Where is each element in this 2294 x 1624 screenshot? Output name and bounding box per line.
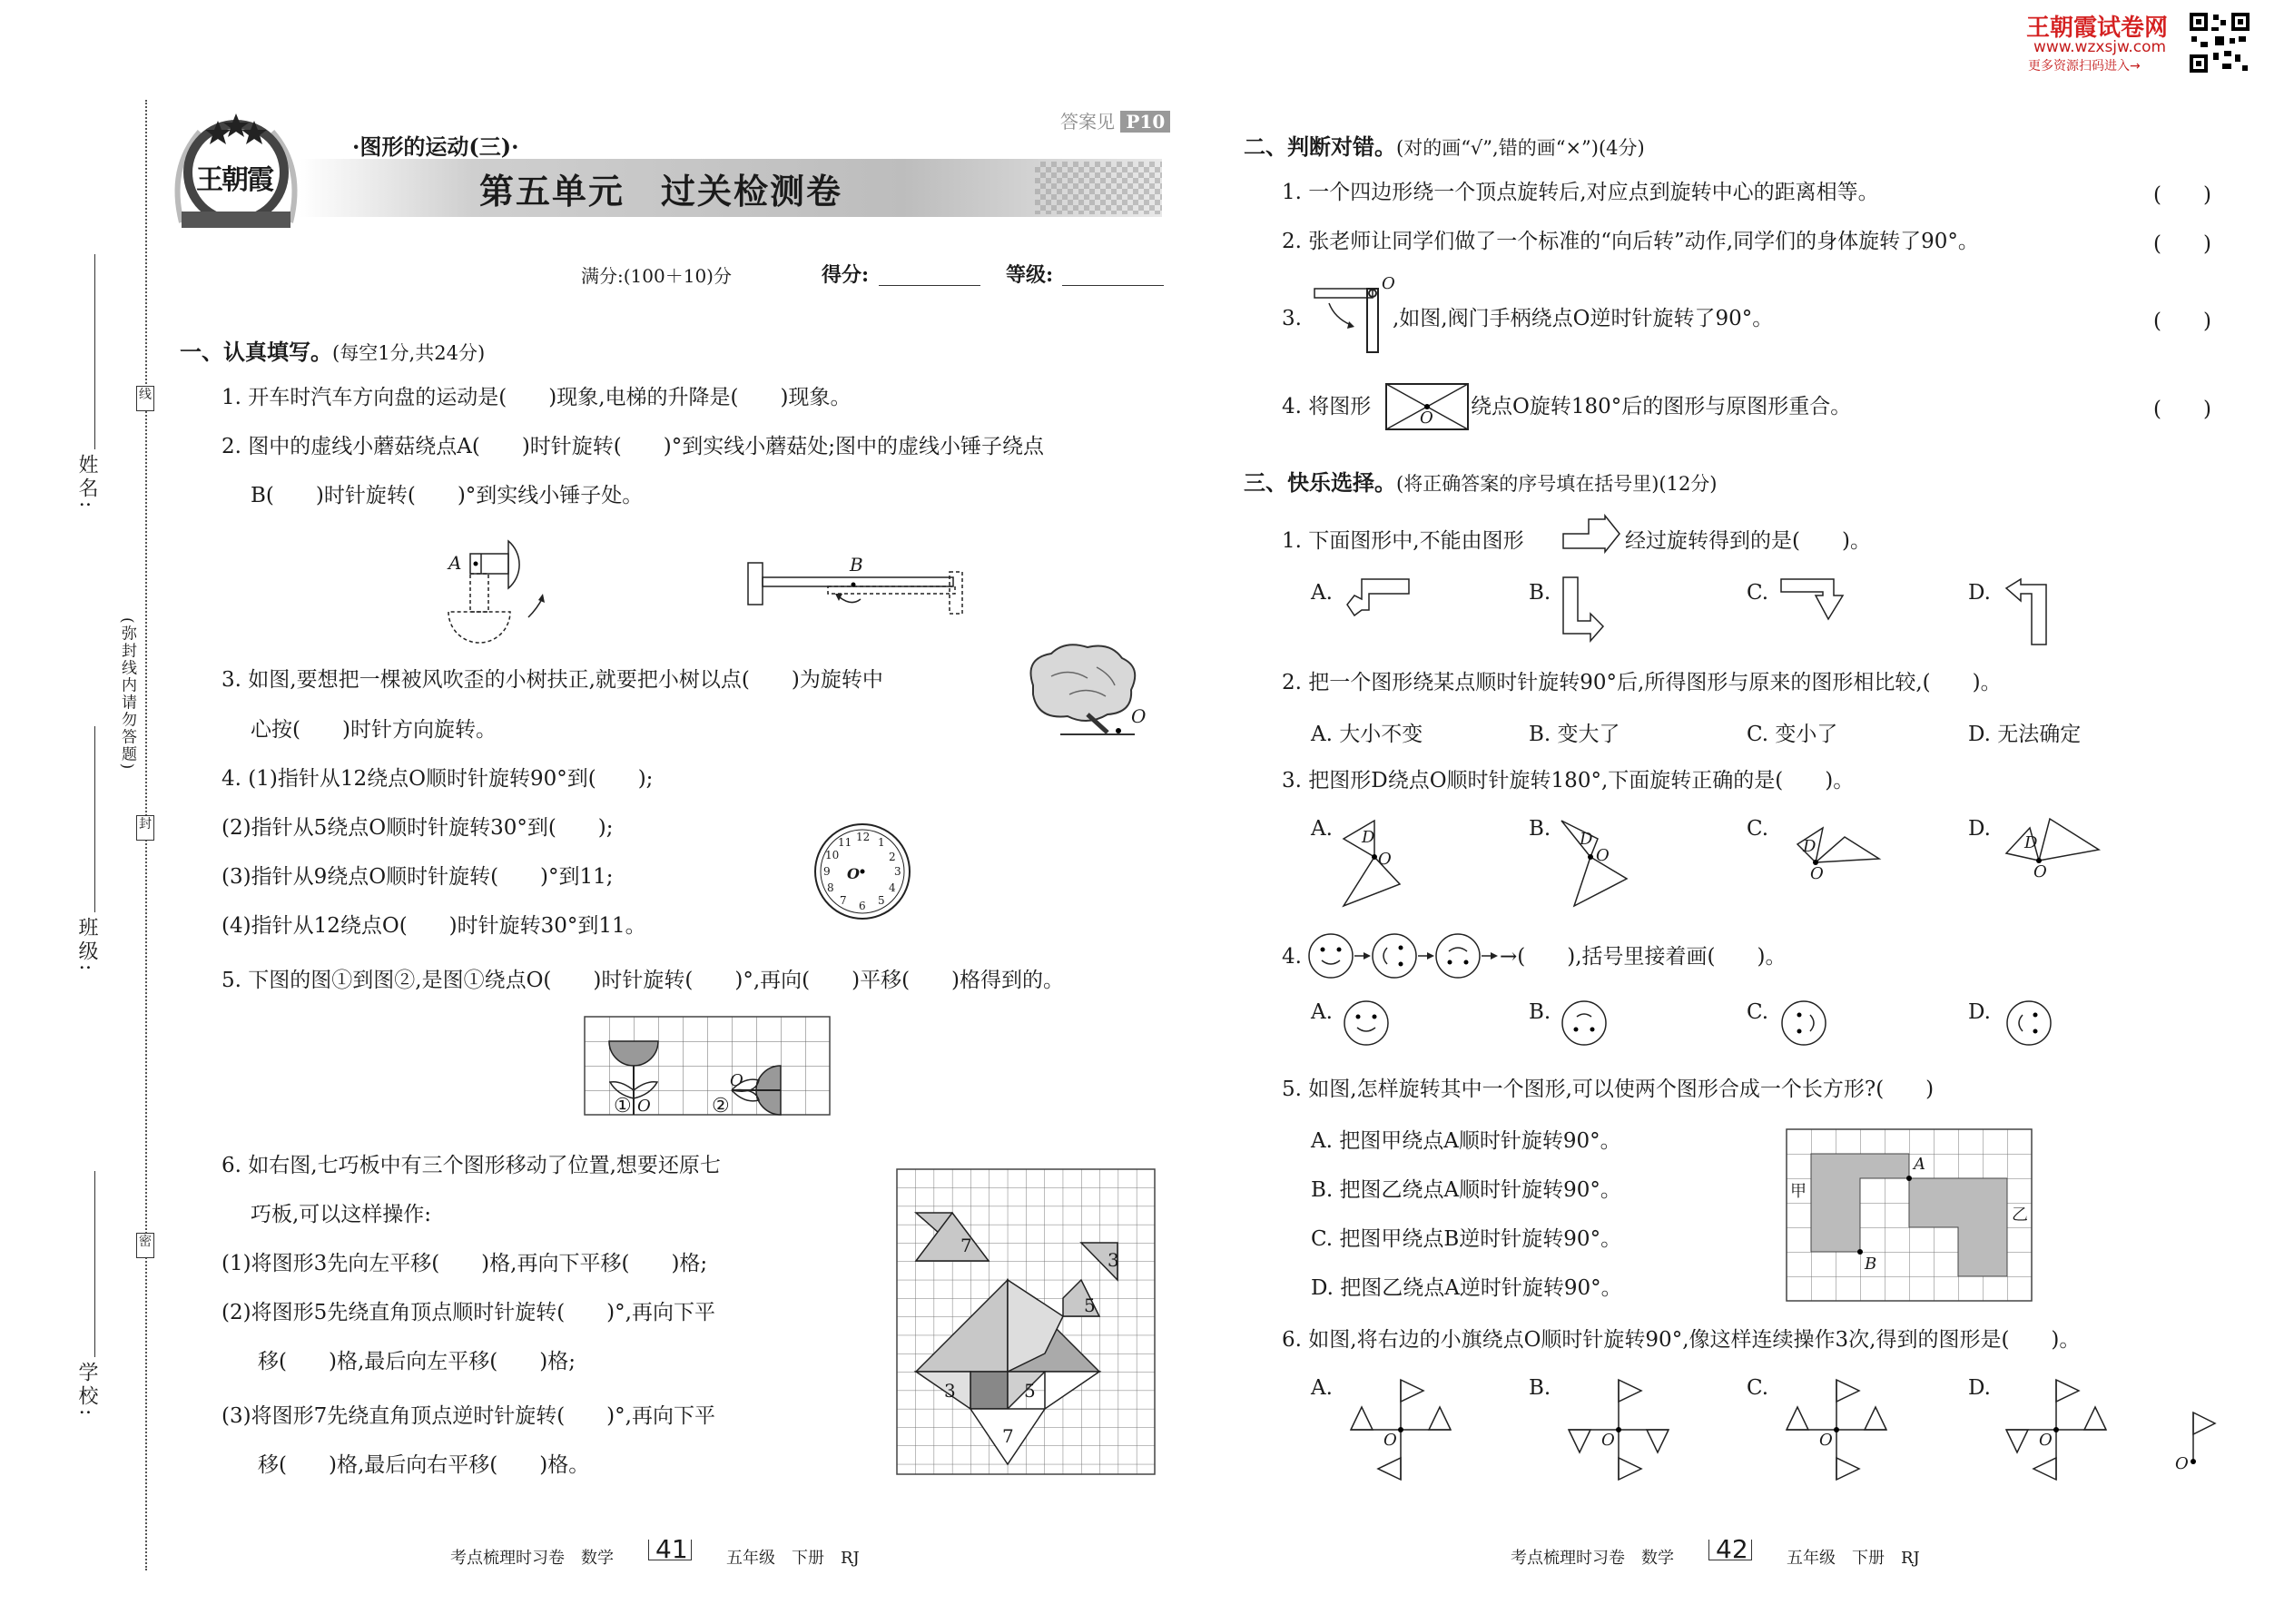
s3-q6-a-label-o: O: [1383, 1431, 1397, 1450]
q5-label-yi: 乙: [2012, 1206, 2028, 1225]
s3-q3-shape-b[interactable]: [1558, 817, 1630, 908]
s3-q6-option-b[interactable]: B.: [1529, 1376, 1551, 1400]
s3-q6: 6. 如图,将右边的小旗绕点O顺时针旋转90°,像这样连续操作3次,得到的图形是( )。: [1282, 1328, 2081, 1352]
answer-page-badge: P10: [1120, 111, 1170, 133]
brand-name: 王朝霞试卷网: [2026, 15, 2169, 42]
s3-q3-b-label-d: D: [1580, 830, 1593, 849]
s3-q6-b-label-o: O: [1601, 1431, 1615, 1450]
s3-q1-shape-b[interactable]: [1561, 576, 1607, 645]
s1-q2-line1: 2. 图中的虚线小蘑菇绕点A( )时针旋转( )°到实线小蘑菇处;图中的虚线小锤子绕点: [222, 435, 1045, 458]
q5-o-label-1: O: [637, 1097, 651, 1116]
s3-q6-shape-d[interactable]: [1997, 1371, 2115, 1489]
s3-q5-option-c[interactable]: C. 把图甲绕点B逆时针旋转90°。: [1311, 1227, 1622, 1251]
rect-x-figure: [1385, 383, 1469, 430]
left-footer-text: 考点梳理时习卷 数学: [450, 1549, 614, 1568]
s1-q6-3-line1: (3)将图形7先绕直角顶点逆时针旋转( )°,再向下平: [222, 1404, 715, 1428]
s1-q1: 1. 开车时汽车方向盘的运动是( )现象,电梯的升降是( )现象。: [222, 386, 852, 409]
hammer-figure: [744, 554, 971, 617]
s1-q3-line2: 心按( )时针方向旋转。: [251, 718, 497, 742]
s3-q4-option-d[interactable]: D.: [1968, 1000, 1991, 1024]
s1-q6-2-line2: 移( )格,最后向左平移( )格;: [258, 1350, 576, 1373]
s3-q3-option-c[interactable]: C.: [1747, 817, 1769, 841]
s1-q2-line2: B( )时针旋转( )°到实线小锤子处。: [251, 484, 644, 507]
s3-q4-option-c[interactable]: C.: [1747, 1000, 1769, 1024]
tangram-figure: [897, 1169, 1155, 1474]
clock-number-9: 9: [823, 865, 831, 878]
s1-q6-3-line2: 移( )格,最后向右平移( )格。: [258, 1453, 590, 1477]
tangram-label-5-top: 5: [1084, 1294, 1096, 1316]
tangram-label-5-bottom: 5: [1024, 1380, 1036, 1402]
q5-label-a: A: [1914, 1155, 1925, 1174]
clock-number-3: 3: [894, 865, 901, 878]
s3-q4-num: 4.: [1282, 945, 1302, 969]
s3-q3-c-label-o: O: [1810, 864, 1824, 883]
s3-q4-option-b[interactable]: B.: [1529, 1000, 1551, 1024]
clock-center-o: O: [847, 865, 860, 882]
binding-mark-seal: 封: [136, 815, 154, 841]
s3-q1-shape-d[interactable]: [2003, 577, 2050, 646]
s3-q2-option-b[interactable]: B. 变大了: [1529, 723, 1620, 746]
section2-title: 二、判断对错。(对的画“√”,错的画“×”)(4分): [1244, 133, 1645, 160]
s3-q5-grid-figure: [1787, 1129, 2032, 1302]
s3-q1-option-a[interactable]: A.: [1311, 581, 1333, 605]
s3-q3-option-a[interactable]: A.: [1311, 817, 1333, 841]
s3-q3-c-label-d: D: [1803, 837, 1816, 856]
school-blank[interactable]: [94, 1171, 95, 1357]
left-footer-bracket: [648, 1540, 692, 1560]
s1-q4-1: 4. (1)指针从12绕点O顺时针旋转90°到( );: [222, 767, 654, 791]
valve-figure: [1307, 274, 1395, 354]
s3-q1-option-b[interactable]: B.: [1529, 581, 1551, 605]
class-blank[interactable]: [94, 726, 95, 912]
s3-q3-d-label-d: D: [2024, 833, 2038, 852]
s3-q5: 5. 如图,怎样旋转其中一个图形,可以使两个图形合成一个长方形?( ): [1282, 1078, 1935, 1101]
s1-q6-2-line1: (2)将图形5先绕直角顶点顺时针旋转( )°,再向下平: [222, 1301, 715, 1324]
s3-q6-option-a[interactable]: A.: [1311, 1376, 1333, 1400]
s3-q3-shape-c[interactable]: [1779, 817, 1888, 890]
s3-q2-option-d[interactable]: D. 无法确定: [1968, 723, 2082, 746]
q5-fig2-label: ②: [712, 1095, 730, 1117]
s3-q3-option-b[interactable]: B.: [1529, 817, 1551, 841]
clock-number-6: 6: [859, 900, 866, 912]
s3-q2-option-c[interactable]: C. 变小了: [1747, 723, 1838, 746]
answer-ref: 答案见 P10: [1060, 107, 1170, 133]
s3-q6-shape-a[interactable]: [1342, 1371, 1460, 1489]
s2-q1-answer[interactable]: ( ): [2153, 183, 2211, 207]
full-score: 满分:(100＋10)分: [581, 265, 732, 287]
s3-q3-d-label-o: O: [2033, 862, 2047, 881]
s3-q5-option-b[interactable]: B. 把图乙绕点A顺时针旋转90°。: [1311, 1178, 1621, 1202]
s2-q3: ,如图,阀门手柄绕点O逆时针旋转了90°。: [1393, 307, 1774, 330]
s2-q2: 2. 张老师让同学们做了一个标准的“向后转”动作,同学们的身体旋转了90°。: [1282, 230, 1979, 253]
s3-q6-flag-label-o: O: [2175, 1454, 2189, 1473]
s3-q3-shape-d[interactable]: [1999, 813, 2108, 890]
s1-q6-line2: 巧板,可以这样操作:: [251, 1203, 432, 1226]
clock-number-11: 11: [838, 836, 852, 849]
clock-number-12: 12: [856, 831, 871, 843]
tree-figure: [1024, 640, 1160, 740]
s3-q6-option-c[interactable]: C.: [1747, 1376, 1769, 1400]
s1-q4-3: (3)指针从9绕点O顺时针旋转( )°到11;: [222, 865, 614, 889]
s2-q3-answer[interactable]: ( ): [2153, 310, 2211, 333]
s3-q4-option-a[interactable]: A.: [1311, 1000, 1333, 1024]
rect-x-label-o: O: [1420, 408, 1433, 428]
grade-label: 等级:: [1006, 263, 1054, 287]
right-footer-text: 考点梳理时习卷 数学: [1511, 1549, 1674, 1568]
scan-hint: 更多资源扫码进入→: [2028, 59, 2141, 74]
s1-q5: 5. 下图的图①到图②,是图①绕点O( )时针旋转( )°,再向( )平移( )格得到的。: [222, 969, 1065, 992]
s3-q2-option-a[interactable]: A. 大小不变: [1311, 723, 1423, 746]
tangram-label-3-top: 3: [1108, 1249, 1119, 1271]
logo-badge: [163, 95, 309, 241]
s3-q6-c-label-o: O: [1819, 1431, 1833, 1450]
tree-label-o: O: [1131, 705, 1147, 727]
s3-q6-shape-c[interactable]: [1777, 1371, 1895, 1489]
clock-number-10: 10: [825, 849, 840, 861]
s3-q4-text: →( ),括号里接着画( )。: [1500, 945, 1787, 969]
qr-code-icon[interactable]: [2188, 11, 2251, 74]
mushroom-label-a: A: [448, 552, 462, 574]
clock-number-2: 2: [889, 851, 896, 863]
s2-q4-answer[interactable]: ( ): [2153, 398, 2211, 421]
s3-q4-face-d[interactable]: [2004, 999, 2053, 1048]
unit-subtitle: ·图形的运动(三)·: [352, 133, 519, 160]
clock-number-1: 1: [878, 836, 885, 849]
grade-blank[interactable]: [1062, 285, 1164, 286]
clock-number-8: 8: [827, 881, 834, 894]
s2-q3-num: 3.: [1282, 307, 1302, 330]
hammer-label-b: B: [850, 554, 863, 576]
q5-label-jia: 甲: [1790, 1182, 1807, 1201]
tangram-label-7-bottom: 7: [1002, 1425, 1014, 1447]
q5-label-b: B: [1865, 1255, 1877, 1274]
name-label: 姓名:: [75, 454, 98, 512]
score-blank[interactable]: [879, 285, 980, 286]
logo-text: 王朝霞: [196, 164, 272, 196]
s1-q6-1: (1)将图形3先向左平移( )格,再向下平移( )格;: [222, 1252, 708, 1275]
right-footer-bracket: [1708, 1540, 1752, 1560]
s3-q4-face-a[interactable]: [1342, 999, 1391, 1048]
score-label: 得分:: [822, 263, 870, 287]
s2-q1: 1. 一个四边形绕一个顶点旋转后,对应点到旋转中心的距离相等。: [1282, 181, 1879, 204]
s3-q3-option-d[interactable]: D.: [1968, 817, 1991, 841]
mushroom-figure: [445, 534, 581, 652]
brand-url[interactable]: www.wzxsjw.com: [2033, 38, 2167, 56]
clock-number-4: 4: [889, 881, 896, 894]
s2-q4-part2: 绕点O旋转180°后的图形与原图形重合。: [1471, 395, 1852, 418]
class-label: 班级:: [75, 917, 98, 975]
s3-q4-face-c[interactable]: [1779, 999, 1828, 1048]
section3-title: 三、快乐选择。(将正确答案的序号填在括号里)(12分): [1244, 469, 1718, 496]
s3-q3-shape-a[interactable]: [1342, 817, 1414, 908]
s3-q6-shape-b[interactable]: [1560, 1371, 1678, 1489]
section1-title: 一、认真填写。(每空1分,共24分): [180, 339, 486, 365]
s1-q4-4: (4)指针从12绕点O( )时针旋转30°到11。: [222, 914, 646, 938]
s3-q1-part1: 1. 下面图形中,不能由图形: [1282, 529, 1524, 553]
valve-label-o: O: [1382, 274, 1395, 293]
binding-mark-secret: 密: [136, 1233, 154, 1258]
s3-q2: 2. 把一个图形绕某点顺时针旋转90°后,所得图形与原来的图形相比较,( )。: [1282, 671, 2002, 694]
q5-grid-figure: [585, 1017, 830, 1126]
q5-fig1-label: ①: [614, 1095, 632, 1117]
tangram-label-3-bottom: 3: [944, 1380, 956, 1402]
s1-q3-line1: 3. 如图,要想把一棵被风吹歪的小树扶正,就要把小树以点( )为旋转中: [222, 668, 883, 692]
right-footer-page: 42: [1716, 1534, 1748, 1564]
q5-o-label-2: O: [730, 1071, 743, 1090]
s3-q3: 3. 把图形D绕点O顺时针旋转180°,下面旋转正确的是( )。: [1282, 769, 1855, 792]
left-footer-page: 41: [655, 1534, 688, 1564]
s3-q1-part2: 经过旋转得到的是( )。: [1625, 529, 1871, 553]
clock-number-5: 5: [878, 894, 885, 907]
s3-q1-option-d[interactable]: D.: [1968, 581, 1991, 605]
tangram-label-7-top: 7: [960, 1235, 972, 1256]
s2-q2-answer[interactable]: ( ): [2153, 232, 2211, 256]
s3-q1-shape-c[interactable]: [1779, 577, 1848, 623]
s3-q6-flag-original: [2166, 1398, 2220, 1471]
s3-q5-option-d[interactable]: D. 把图乙绕点A逆时针旋转90°。: [1311, 1276, 1622, 1300]
s2-q4-part1: 4. 将图形: [1282, 395, 1372, 418]
clock-figure: [812, 822, 912, 921]
school-label: 学校:: [75, 1362, 98, 1420]
right-footer-grade: 五年级 下册 RJ: [1787, 1549, 1920, 1568]
s3-q3-a-label-o: O: [1378, 850, 1392, 869]
banner-checker: [1035, 162, 1162, 214]
s3-q1-shape: [1561, 514, 1621, 554]
left-footer-grade: 五年级 下册 RJ: [726, 1549, 860, 1568]
s1-q4-2: (2)指针从5绕点O顺时针旋转30°到( );: [222, 816, 614, 840]
s3-q3-a-label-d: D: [1362, 828, 1375, 847]
binding-warning: (弥封线内请勿答题): [118, 617, 136, 772]
s3-q6-d-label-o: O: [2039, 1431, 2053, 1450]
s3-q6-option-d[interactable]: D.: [1968, 1376, 1991, 1400]
s3-q3-b-label-o: O: [1596, 846, 1610, 865]
name-blank[interactable]: [94, 254, 95, 449]
s3-q5-option-a[interactable]: A. 把图甲绕点A顺时针旋转90°。: [1311, 1129, 1621, 1153]
page-title: 第五单元 过关检测卷: [479, 171, 843, 212]
s3-q1-shape-a[interactable]: [1342, 577, 1411, 617]
s3-q1-option-c[interactable]: C.: [1747, 581, 1769, 605]
s1-q6-line1: 6. 如右图,七巧板中有三个图形移动了位置,想要还原七: [222, 1154, 721, 1177]
clock-number-7: 7: [840, 894, 847, 907]
s3-q4-face-b[interactable]: [1560, 999, 1609, 1048]
binding-mark-line: 线: [136, 386, 154, 411]
